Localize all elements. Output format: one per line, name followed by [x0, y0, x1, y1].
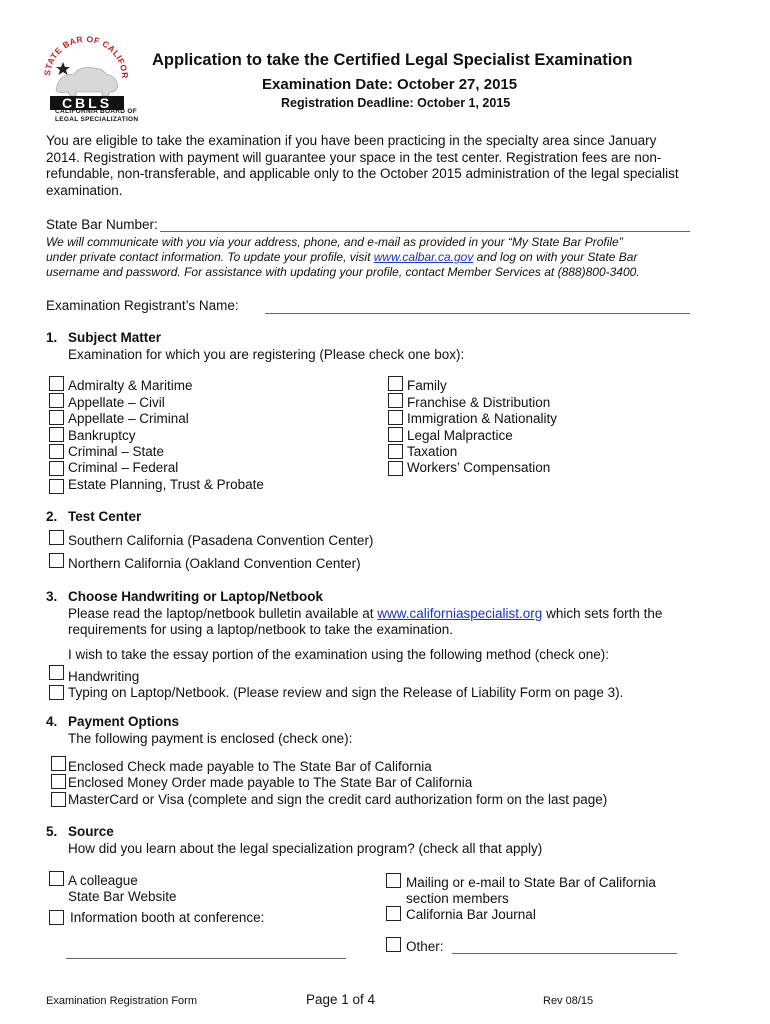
subject-option-label: Criminal – State — [68, 444, 165, 459]
registration-deadline: Registration Deadline: October 1, 2015 — [281, 96, 511, 110]
laptop-bulletin-text-b: which sets forth the — [542, 606, 663, 621]
subject-checkbox-family[interactable] — [388, 376, 403, 391]
svg-text:STATE BAR OF CALIFORNIA: STATE BAR OF CALIFOR — [42, 33, 131, 80]
section1-number: 1. — [46, 330, 58, 345]
subject-option-label: Legal Malpractice — [407, 428, 513, 443]
section1-heading: Subject Matter — [68, 330, 162, 345]
subject-option-label: Workers’ Compensation — [407, 460, 551, 475]
payment-checkbox-check[interactable] — [51, 756, 66, 771]
subject-option-label: Estate Planning, Trust & Probate — [68, 477, 264, 492]
subject-checkbox-taxation[interactable] — [388, 444, 403, 459]
source-checkbox-mailing[interactable] — [386, 873, 401, 888]
profile-note-line3: username and password. For assistance with updating your profile, contact Member Services at (888)800-3400. — [46, 265, 640, 279]
profile-note-text-b: and log on with your State Bar — [473, 250, 638, 264]
subject-option-label: Taxation — [407, 444, 458, 459]
test-center-label-northern: Northern California (Oakland Convention Center) — [68, 556, 361, 571]
source-label-website: State Bar Website — [68, 889, 177, 904]
subject-checkbox-appellate-civil[interactable] — [49, 393, 64, 408]
svg-text:CBLS: CBLS — [61, 95, 113, 111]
source-checkbox-conference[interactable] — [49, 910, 64, 925]
registrant-name-label: Examination Registrant’s Name: — [46, 298, 239, 313]
form-title: Application to take the Certified Legal Specialist Examination — [152, 51, 633, 69]
source-label-other: Other: — [406, 939, 444, 954]
conference-name-field[interactable] — [66, 958, 346, 959]
payment-checkbox-money-order[interactable] — [51, 774, 66, 789]
logo-caption-1: CALIFORNIA BOARD OF — [55, 108, 138, 115]
source-label-conference: Information booth at conference: — [70, 910, 265, 925]
test-center-checkbox-northern[interactable] — [49, 553, 64, 568]
source-checkbox-colleague[interactable] — [49, 871, 64, 886]
subject-checkbox-admiralty[interactable] — [49, 376, 64, 391]
subject-option-label: Family — [407, 378, 447, 393]
source-label-bar-journal: California Bar Journal — [406, 907, 536, 922]
subject-option-label: Immigration & Nationality — [407, 411, 558, 426]
subject-checkbox-appellate-criminal[interactable] — [49, 410, 64, 425]
calbar-link[interactable]: www.calbar.ca.gov — [373, 250, 474, 264]
subject-option-label: Appellate – Criminal — [68, 411, 189, 426]
laptop-bulletin-line2: requirements for using a laptop/netbook to take the examination. — [68, 622, 453, 637]
test-center-checkbox-southern[interactable] — [49, 530, 64, 545]
registrant-name-field[interactable] — [265, 313, 690, 314]
subject-checkbox-immigration[interactable] — [388, 410, 403, 425]
section5-heading: Source — [68, 824, 114, 839]
section2-number: 2. — [46, 509, 58, 524]
footer-revision: Rev 08/15 — [543, 995, 594, 1007]
source-label-mailing-2: section members — [406, 891, 509, 906]
method-checkbox-laptop[interactable] — [49, 685, 64, 700]
section4-heading: Payment Options — [68, 714, 180, 729]
subject-checkbox-criminal-state[interactable] — [49, 444, 64, 459]
intro-paragraph: You are eligible to take the examination if you have been practicing in the specialty area since January 2014. Registration with payment will guarantee your space in the test center. Registration fees are non-refundable, non-transferable, and applicable only to the October 2015 administration of the legal specialist examination. — [46, 133, 679, 198]
footer-form-name: Examination Registration Form — [46, 995, 198, 1007]
method-checkbox-handwriting[interactable] — [49, 665, 64, 680]
source-checkbox-other[interactable] — [386, 937, 401, 952]
section2-heading: Test Center — [68, 509, 142, 524]
payment-label-money-order: Enclosed Money Order made payable to The State Bar of California — [68, 775, 473, 790]
profile-note-line2 — [46, 250, 637, 264]
method-instruction: I wish to take the essay portion of the examination using the following method (check one): — [68, 647, 610, 662]
subject-checkbox-estate[interactable] — [49, 479, 64, 494]
laptop-bulletin-text-a: Please read the laptop/netbook bulletin available at — [68, 606, 378, 621]
test-center-label-southern: Southern California (Pasadena Convention Center) — [68, 533, 374, 548]
method-label-handwriting: Handwriting — [68, 669, 140, 684]
subject-option-label: Admiralty & Maritime — [68, 378, 193, 393]
logo-caption-2: LEGAL SPECIALIZATION — [55, 116, 139, 123]
subject-checkbox-franchise[interactable] — [388, 393, 403, 408]
payment-instruction: The following payment is enclosed (check one): — [68, 731, 353, 746]
source-label-colleague: A colleague — [68, 873, 138, 888]
profile-note-text-a: under private contact information. To update your profile, visit — [46, 250, 374, 264]
subject-option-label: Bankruptcy — [68, 428, 136, 443]
subject-checkbox-legal-malpractice[interactable] — [388, 427, 403, 442]
source-instruction: How did you learn about the legal specialization program? (check all that apply) — [68, 841, 543, 856]
payment-label-credit-card: MasterCard or Visa (complete and sign the credit card authorization form on the last page) — [68, 792, 608, 807]
section5-number: 5. — [46, 824, 58, 839]
subject-checkbox-workers-comp[interactable] — [388, 461, 403, 476]
exam-date: Examination Date: October 27, 2015 — [262, 76, 518, 93]
footer-page-number: Page 1 of 4 — [306, 992, 376, 1007]
laptop-bulletin-line1 — [68, 606, 662, 621]
cbls-logo — [36, 30, 139, 130]
source-checkbox-bar-journal[interactable] — [386, 906, 401, 921]
section3-heading: Choose Handwriting or Laptop/Netbook — [68, 589, 323, 604]
californiaspecialist-link[interactable]: www.californiaspecialist.org — [377, 606, 543, 621]
source-label-mailing-1: Mailing or e-mail to State Bar of California — [406, 875, 656, 890]
subject-option-label: Franchise & Distribution — [407, 395, 551, 410]
state-bar-number-field[interactable] — [160, 231, 690, 232]
subject-checkbox-bankruptcy[interactable] — [49, 427, 64, 442]
state-bar-number-label: State Bar Number: — [46, 217, 158, 232]
other-source-field[interactable] — [452, 953, 677, 954]
subject-option-label: Appellate – Civil — [68, 395, 165, 410]
section4-number: 4. — [46, 714, 58, 729]
method-label-laptop: Typing on Laptop/Netbook. (Please review and sign the Release of Liability Form on page 3). — [68, 685, 624, 700]
payment-label-check: Enclosed Check made payable to The State Bar of California — [68, 759, 432, 774]
profile-note-line1: We will communicate with you via your address, phone, and e-mail as provided in your “My State Bar Profile” — [46, 235, 623, 249]
section3-number: 3. — [46, 589, 58, 604]
subject-checkbox-criminal-federal[interactable] — [49, 461, 64, 476]
section1-instruction: Examination for which you are registering (Please check one box): — [68, 347, 465, 362]
subject-option-label: Criminal – Federal — [68, 460, 179, 475]
payment-checkbox-credit-card[interactable] — [51, 792, 66, 807]
